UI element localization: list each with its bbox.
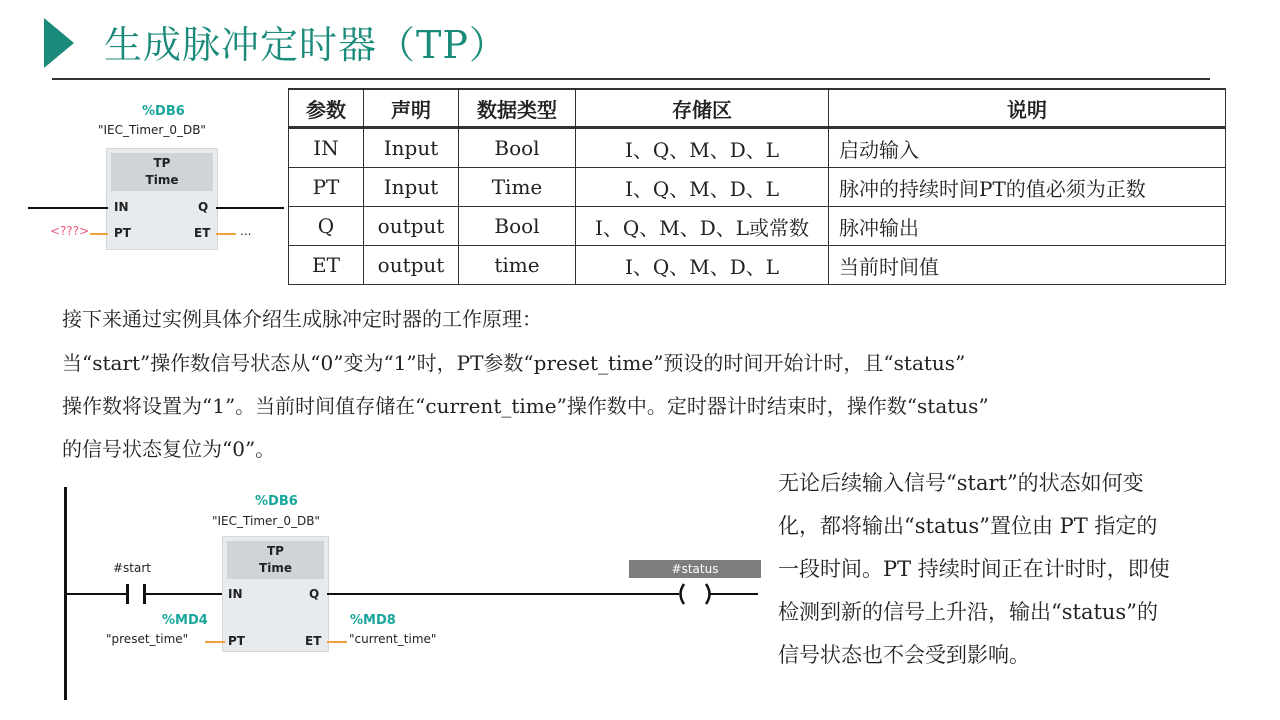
header-description: 说明 xyxy=(829,89,1226,128)
ladder-pin-in: IN xyxy=(228,587,243,601)
title-divider xyxy=(52,78,1210,80)
body-line-3: 的信号状态复位为“0”。 xyxy=(62,437,276,461)
pin-et: ET xyxy=(194,226,211,240)
cell-param: PT xyxy=(289,168,364,207)
ladder-pin-pt: PT xyxy=(228,634,245,648)
contact-left-bar xyxy=(126,584,129,604)
cell-datatype: Bool xyxy=(459,128,576,168)
side-line-3: 一段时间。PT 持续时间正在计时时，即使 xyxy=(778,557,1170,581)
table-row xyxy=(289,128,1226,168)
page-title: 生成脉冲定时器（TP） xyxy=(104,23,508,67)
table-row xyxy=(289,246,1226,285)
cell-memory-area: I、Q、M、D、L xyxy=(576,128,829,168)
pt-wire xyxy=(90,233,108,235)
db-address: %DB6 xyxy=(142,104,185,119)
header-datatype: 数据类型 xyxy=(459,89,576,128)
et-placeholder[interactable]: ... xyxy=(240,224,252,238)
cell-param: IN xyxy=(289,128,364,168)
side-line-4: 检测到新的信号上升沿，输出“status”的 xyxy=(778,600,1158,624)
side-line-1: 无论后续输入信号“start”的状态如何变 xyxy=(778,471,1144,495)
ladder-db-address: %DB6 xyxy=(255,494,298,509)
coil-icon[interactable] xyxy=(676,581,760,607)
ladder-pt-wire xyxy=(205,641,225,643)
cell-memory-area: I、Q、M、D、L xyxy=(576,168,829,207)
db-name: "IEC_Timer_0_DB" xyxy=(98,123,206,137)
body-line-1: 当“start”操作数信号状态从“0”变为“1”时，PT参数“preset_time”预设的时间开始计时，且“status” xyxy=(62,351,966,375)
pt-placeholder[interactable]: <???> xyxy=(50,224,90,238)
block-subtype: Time xyxy=(145,173,179,187)
et-operand[interactable]: "current_time" xyxy=(349,632,437,646)
ladder-db-name: "IEC_Timer_0_DB" xyxy=(212,514,320,528)
pt-operand[interactable]: "preset_time" xyxy=(106,632,189,646)
rail-wire xyxy=(66,593,126,595)
ladder-block-header xyxy=(227,541,324,579)
header-memory-area: 存储区 xyxy=(576,89,829,128)
q-wire xyxy=(216,207,284,209)
cell-datatype: Time xyxy=(459,168,576,207)
side-line-2: 化，都将输出“status”置位由 PT 指定的 xyxy=(778,514,1158,538)
cell-description: 启动输入 xyxy=(829,128,1226,168)
q-to-coil-wire xyxy=(327,593,679,595)
parameter-table xyxy=(288,88,1226,285)
side-line-5: 信号状态也不会受到影响。 xyxy=(778,643,1030,667)
coil-label: #status xyxy=(629,560,761,578)
title-arrow-icon xyxy=(44,18,74,68)
intro-paragraph: 接下来通过实例具体介绍生成脉冲定时器的工作原理： xyxy=(62,307,542,331)
cell-declaration: Input xyxy=(364,128,459,168)
cell-datatype: Bool xyxy=(459,207,576,246)
cell-declaration: Input xyxy=(364,168,459,207)
pin-q: Q xyxy=(198,200,209,214)
contact-label: #start xyxy=(113,561,152,575)
cell-description: 脉冲输出 xyxy=(829,207,1226,246)
side-description xyxy=(778,462,1238,677)
pt-address: %MD4 xyxy=(162,613,208,628)
header-param: 参数 xyxy=(289,89,364,128)
tp-block-header xyxy=(111,153,213,191)
cell-param: ET xyxy=(289,246,364,285)
table-header-row xyxy=(289,89,1226,128)
cell-description: 当前时间值 xyxy=(829,246,1226,285)
cell-declaration: output xyxy=(364,246,459,285)
et-address: %MD8 xyxy=(350,613,396,628)
cell-memory-area: I、Q、M、D、L或常数 xyxy=(576,207,829,246)
ladder-et-wire xyxy=(327,641,347,643)
ladder-pin-et: ET xyxy=(305,634,322,648)
body-line-2: 操作数将设置为“1”。当前时间值存储在“current_time”操作数中。定时器计时结束时，操作数“status” xyxy=(62,394,989,418)
cell-description: 脉冲的持续时间PT的值必须为正数 xyxy=(829,168,1226,207)
ladder-block-subtype: Time xyxy=(259,561,292,575)
cell-memory-area: I、Q、M、D、L xyxy=(576,246,829,285)
table-row xyxy=(289,168,1226,207)
block-type: TP xyxy=(153,156,171,170)
cell-param: Q xyxy=(289,207,364,246)
pin-pt: PT xyxy=(114,226,131,240)
contact-to-block-wire xyxy=(146,593,226,595)
pin-in: IN xyxy=(114,200,129,214)
ladder-pin-q: Q xyxy=(309,587,320,601)
table-row xyxy=(289,207,1226,246)
cell-declaration: output xyxy=(364,207,459,246)
header-declaration: 声明 xyxy=(364,89,459,128)
in-wire xyxy=(28,207,108,209)
et-wire xyxy=(216,233,236,235)
ladder-block-type: TP xyxy=(267,544,284,558)
cell-datatype: time xyxy=(459,246,576,285)
